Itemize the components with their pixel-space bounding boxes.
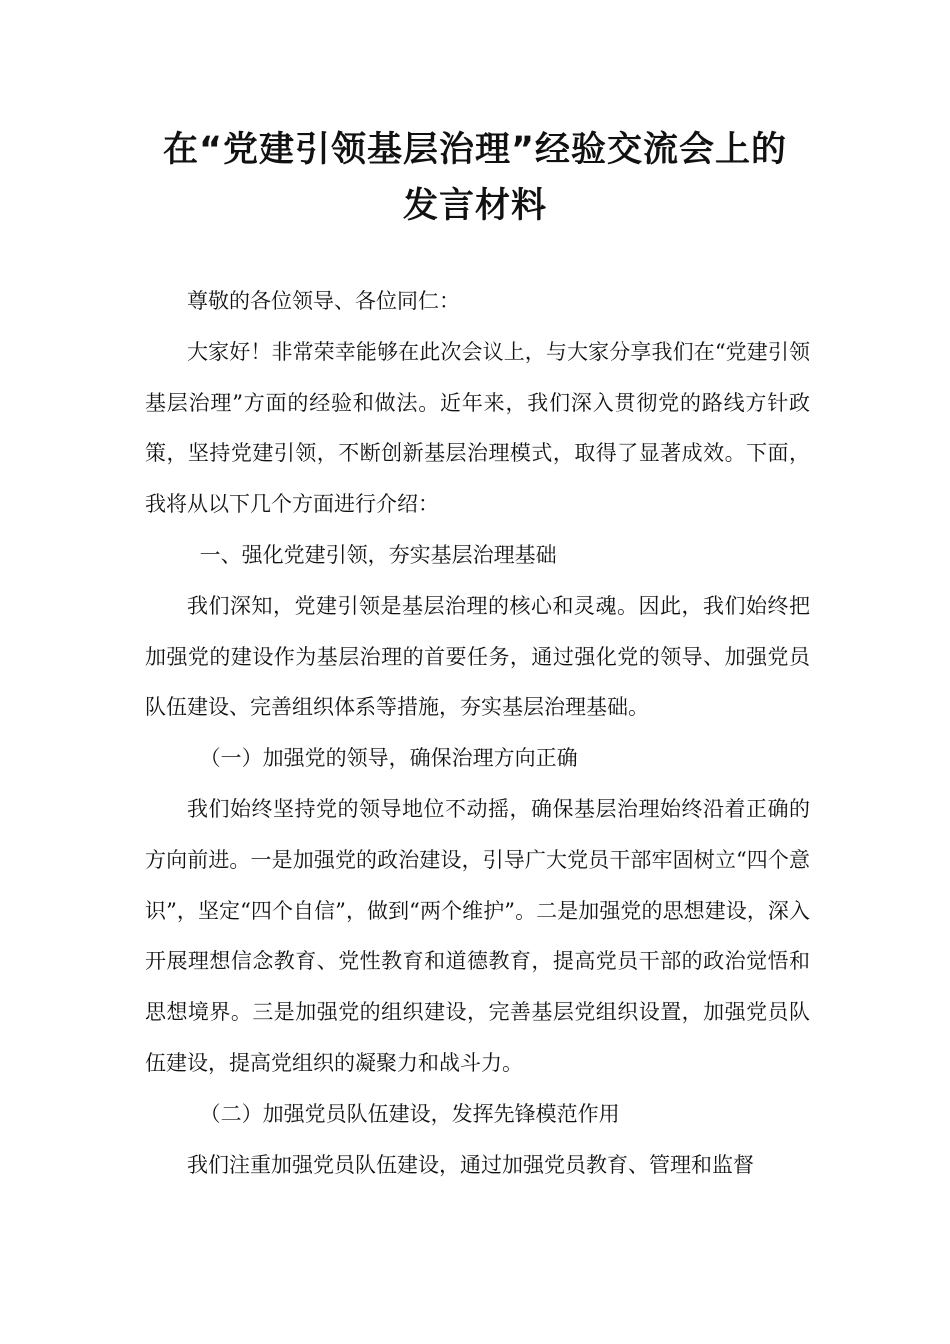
paragraph-subsection-1: 我们始终坚持党的领导地位不动摇，确保基层治理始终沿着正确的方向前进。一是加强党的政治建设，引导广大党员干部牢固树立“四个意识”，坚定“四个自信”，做到“两个维护”。二是加强党的思想建设，深入开展理想信念教育、党性教育和道德教育，提高党员干部的政治觉悟和思想境界。三是加强党的组织建设，完善基层党组织设置，加强党员队伍建设，提高党组织的凝聚力和战斗力。 bbox=[145, 796, 810, 1075]
paragraph-section-1: 我们深知，党建引领是基层治理的核心和灵魂。因此，我们始终把加强党的建设作为基层治理的首要任务，通过强化党的领导、加强党员队伍建设、完善组织体系等措施，夯实基层治理基础。 bbox=[145, 593, 810, 720]
subsection-heading-1: （一）加强党的领导，确保治理方向正确 bbox=[199, 746, 578, 771]
salutation: 尊敬的各位领导、各位同仁： bbox=[187, 289, 460, 313]
subsection-heading-2: （二）加强党员队伍建设，发挥先锋模范作用 bbox=[199, 1101, 620, 1126]
document-title bbox=[120, 122, 830, 234]
title-line-2: 发言材料 bbox=[402, 186, 547, 226]
paragraph-subsection-2: 我们注重加强党员队伍建设，通过加强党员教育、管理和监督 bbox=[187, 1152, 754, 1177]
paragraph-intro: 大家好！非常荣幸能够在此次会议上，与大家分享我们在“党建引领基层治理”方面的经验和做法。近年来，我们深入贯彻党的路线方针政策，坚持党建引领，不断创新基层治理模式，取得了显著成效。下面，我将从以下几个方面进行介绍： bbox=[145, 339, 810, 517]
section-heading-1: 一、强化党建引领，夯实基层治理基础 bbox=[199, 542, 557, 567]
document-body bbox=[145, 276, 810, 1190]
title-line-1: 在“党建引领基层治理”经验交流会上的 bbox=[162, 130, 787, 170]
